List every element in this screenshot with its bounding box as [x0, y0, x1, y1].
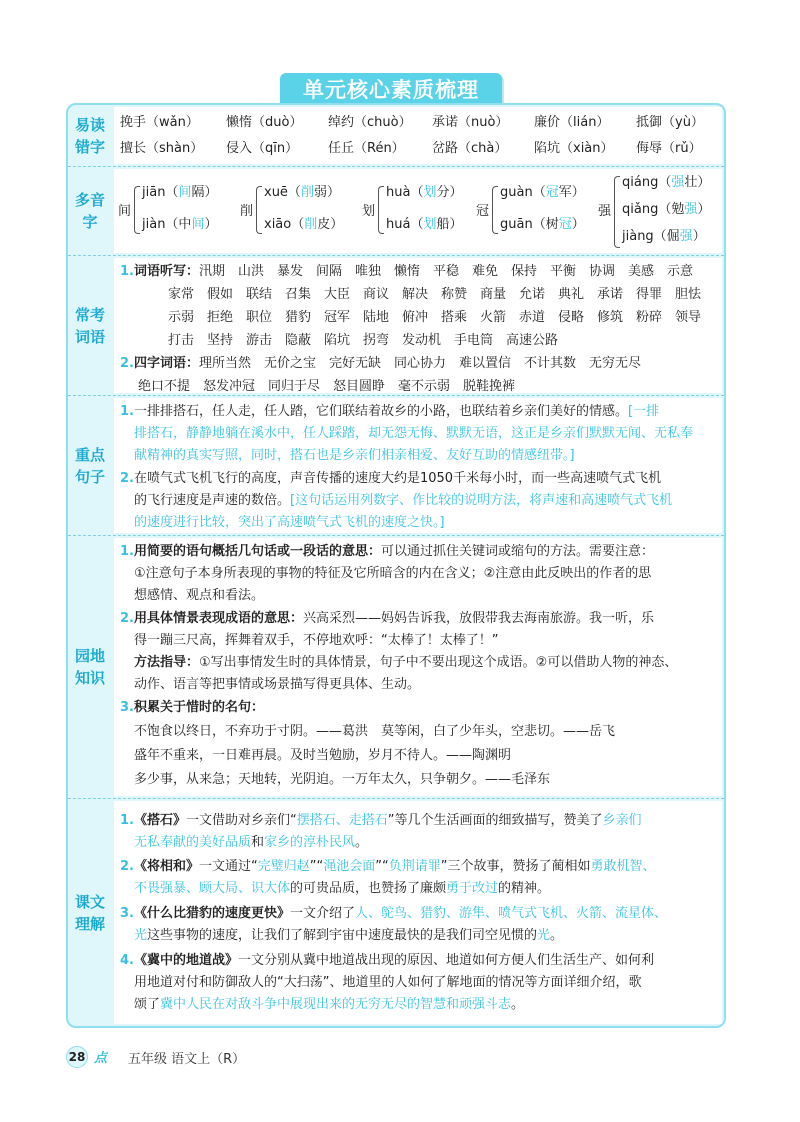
poly-char: 间: [118, 204, 132, 219]
sentence-note: 献精神的真实写照，同时，搭石也是乡亲们相亲相爱、友好互助的情感纽带。]: [134, 448, 575, 463]
word-item: 挽手（wǎn）: [120, 115, 199, 130]
section-text-understanding: [68, 799, 724, 1026]
section-label: 常考词语: [74, 305, 105, 346]
sentence-note: 排搭石，静静地躺在溪水中，任人踩踏，却无怨无悔、默默无语，这正是乡亲们默默无闻、无私奉: [134, 426, 694, 441]
word-item: 侵入（qīn）: [226, 141, 299, 156]
section-label: 园地知识: [74, 647, 105, 687]
knowledge-line: 方法指导：①写出事情发生时的具体情景，句子中不要出现这个成语。②可以借助人物的神态、: [134, 655, 678, 670]
knowledge-line: 3.积累关于惜时的名句：: [120, 700, 264, 715]
poly-reading: huà（划分）: [386, 185, 463, 200]
text-line: 3.《什么比猎豹的速度更快》一文介绍了人、鸵鸟、猎豹、游隼、喷气式飞机、火箭、流星体、: [120, 906, 668, 921]
poly-reading: guàn（冠军）: [500, 185, 585, 200]
page-number: 28: [66, 1046, 88, 1068]
poly-char: 强: [598, 204, 612, 219]
section-title-banner: [280, 73, 502, 107]
word-list-line: 2.四字词语：理所当然 无价之宝 完好无缺 同心协力 难以置信 不计其数 无穷无尽: [120, 356, 642, 371]
text-line: 2.《将相和》一文通过“完璧归赵”“渑池会面”“负荆请罪”三个故事，赞扬了蔺相如勇敢机智、: [120, 859, 656, 874]
word-item: 擅长（shàn）: [120, 141, 204, 156]
text-line: 4.《冀中的地道战》一文分别从冀中地道战出现的原因、地道如何方便人们生活生产、如何利: [120, 953, 655, 968]
poly-reading: xiāo（削皮）: [264, 217, 344, 232]
text-line: 1.《搭石》一文借助对乡亲们“摆搭石、走搭石”等几个生活画面的细致描写，赞美了乡亲们: [120, 813, 642, 828]
poly-char: 划: [362, 204, 376, 219]
poly-reading: qiǎng（勉强）: [622, 202, 711, 217]
word-item: 抵御（yù）: [636, 115, 704, 130]
quote-line: 多少事，从来急；天地转，光阴迫。一万年太久，只争朝夕。——毛泽东: [134, 772, 551, 787]
word-item: 侮辱（rǔ）: [636, 141, 702, 156]
knowledge-line: 得一蹦三尺高，挥舞着双手，不停地欢呼：“太棒了！太棒了！”: [134, 633, 499, 648]
section-label: 易读错字: [74, 115, 105, 156]
brace: [256, 186, 262, 234]
word-item: 懒惰（duò）: [226, 115, 303, 130]
section-key-sentences: [68, 396, 724, 535]
poly-reading: jiàn（中间）: [142, 217, 218, 232]
text-line: 颂了冀中人民在对敌斗争中展现出来的无穷无尽的智慧和顽强斗志。: [134, 997, 525, 1012]
word-item: 岔路（chà）: [432, 141, 508, 156]
word-item: 陷坑（xiàn）: [534, 141, 614, 156]
section-label: 多音字: [74, 191, 105, 231]
section-label: 重点句子: [74, 445, 105, 486]
section-garden-knowledge: [68, 536, 724, 798]
sentence-line: 1.一排排搭石，任人走，任人踏，它们联结着故乡的小路，也联结着乡亲们美好的情感。[一排: [120, 404, 660, 419]
section-common-words: [68, 256, 724, 395]
poly-reading: jiàng（倔强）: [622, 229, 706, 244]
brand-logo: 点: [94, 1051, 108, 1066]
sentence-line: 的飞行速度是声速的数倍。[这句话运用列数字、作比较的说明方法，将声速和高速喷气式飞机: [134, 493, 673, 508]
quote-line: 不饱食以终日，不弃功于寸阴。——葛洪 莫等闲，白了少年头，空悲切。——岳飞: [134, 724, 616, 739]
section-polyphones: [68, 167, 724, 255]
brace: [492, 186, 498, 234]
word-list-line: 打击 坚持 游击 隐蔽 陷坑 拐弯 发动机 手电筒 高速公路: [168, 333, 559, 348]
word-item: 廉价（lián）: [534, 115, 610, 130]
poly-reading: guān（树冠）: [500, 217, 585, 232]
text-line: 不畏强暴、顾大局、识大体的可贵品质，也赞扬了廉颇勇于改过的精神。: [134, 881, 551, 896]
word-item: 承诺（nuò）: [432, 115, 509, 130]
poly-char: 削: [240, 204, 254, 219]
knowledge-line: ①注意句子本身所表现的事物的特征及它所暗含的内在含义；②注意由此反映出的作者的思: [134, 566, 652, 581]
knowledge-line: 2.用具体情景表现成语的意思：兴高采烈——妈妈告诉我，放假带我去海南旅游。我一听，乐: [120, 611, 655, 626]
footer-book-title: 五年级 语文上（R）: [128, 1052, 246, 1067]
knowledge-line: 1.用简要的语句概括几句话或一段话的意思：可以通过抓住关键词或缩句的方法。需要注意：: [120, 544, 655, 559]
section-label: 课文理解: [74, 892, 105, 933]
word-list-line: 示弱 拒绝 职位 猎豹 冠军 陆地 俯冲 搭乘 火箭 赤道 侵略 修筑 粉碎 领导: [168, 310, 702, 325]
poly-reading: huá（划船）: [386, 217, 463, 232]
word-list-line: 绝口不提 怒发冲冠 同归于尽 怒目圆睁 毫不示弱 脱鞋挽裤: [138, 379, 516, 394]
poly-reading: qiáng（强壮）: [622, 175, 711, 190]
text-line: 光这些事物的速度，让我们了解到宇宙中速度最快的是我们司空见惯的光。: [134, 928, 564, 943]
section-easy-misread: [68, 105, 724, 166]
summary-frame: [66, 103, 726, 1028]
knowledge-line: 动作、语言等把事情或场景描写得更具体、生动。: [134, 677, 421, 692]
text-line: 无私奉献的美好品质和家乡的淳朴民风。: [134, 835, 369, 850]
word-list-line: 家常 假如 联结 召集 大臣 商议 解决 称赞 商量 允诺 典礼 承诺 得罪 胆怯: [168, 287, 702, 302]
poly-reading: jiān（间隔）: [142, 185, 218, 200]
brace: [378, 186, 384, 234]
word-list-line: 1.词语听写：汛期 山洪 暴发 间隔 唯独 懒惰 平稳 难免 保持 平衡 协调 美感 示意: [120, 264, 694, 279]
word-item: 任丘（Rén）: [328, 141, 405, 156]
brace: [614, 176, 620, 248]
poly-char: 冠: [476, 204, 490, 219]
text-line: 用地道对付和防御敌人的“大扫荡”、地道里的人如何了解地面的情况等方面详细介绍，歌: [134, 975, 642, 990]
sentence-note: 的速度进行比较，突出了高速喷气式飞机的速度之快。]: [134, 515, 445, 530]
poly-reading: xuē（削弱）: [264, 185, 340, 200]
knowledge-line: 想感情、观点和看法。: [134, 588, 265, 603]
page-title: 单元核心素质梳理: [303, 78, 479, 102]
quote-line: 盛年不重来，一日难再晨。及时当勉励，岁月不待人。——陶渊明: [134, 748, 512, 763]
sentence-line: 2.在喷气式飞机飞行的高度，声音传播的速度大约是1050千米每小时，而一些高速喷气式飞机: [120, 471, 662, 486]
brace: [134, 186, 140, 234]
word-item: 绰约（chuò）: [328, 115, 412, 130]
